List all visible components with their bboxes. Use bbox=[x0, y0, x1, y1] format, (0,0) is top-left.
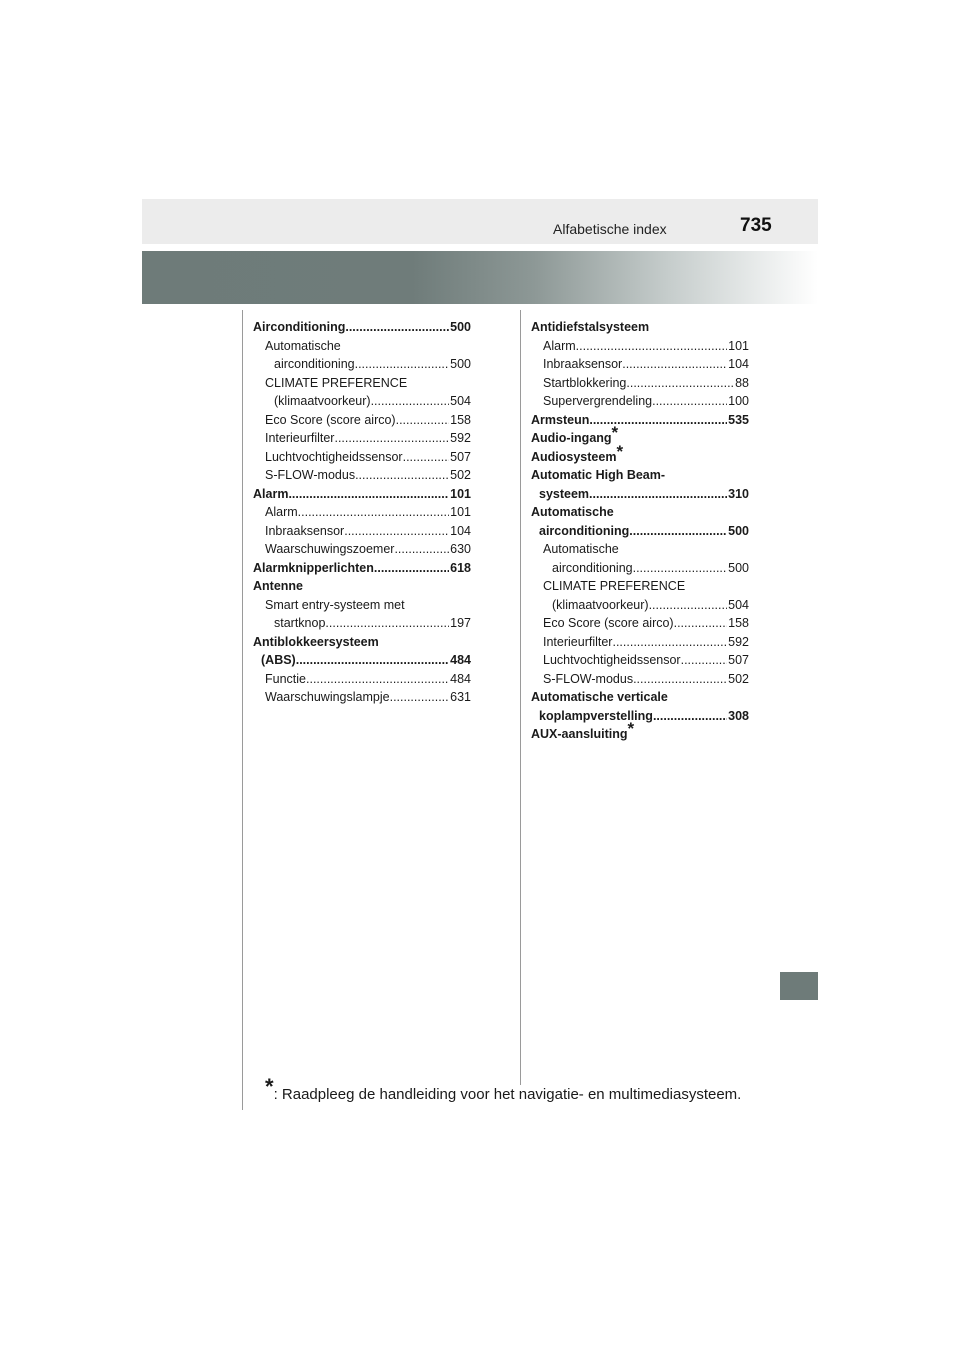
entry-page: 507 bbox=[450, 449, 471, 464]
entry-page: 618 bbox=[450, 560, 471, 575]
entry-label: AUX-aansluiting bbox=[531, 727, 628, 741]
entry-label: CLIMATE PREFERENCE bbox=[265, 375, 408, 390]
index-column-left bbox=[253, 318, 471, 707]
entry-label: (klimaatvoorkeur) bbox=[274, 394, 371, 408]
entry-label: Waarschuwingslampje bbox=[265, 690, 390, 704]
entry-page: 104 bbox=[728, 357, 749, 371]
index-entry[interactable] bbox=[531, 719, 749, 744]
entry-label: Interieurfilter bbox=[265, 431, 335, 445]
entry-page: 535 bbox=[728, 412, 749, 427]
entry-page: 502 bbox=[728, 671, 749, 686]
entry-page: 308 bbox=[728, 708, 749, 723]
index-entry[interactable] bbox=[253, 448, 471, 467]
middle-column-rule bbox=[520, 310, 521, 1085]
entry-page: 504 bbox=[728, 597, 749, 612]
entry-label: (ABS) bbox=[261, 653, 296, 667]
entry-label: airconditioning bbox=[552, 560, 633, 575]
entry-label: Eco Score (score airco) bbox=[543, 616, 674, 630]
index-entry[interactable] bbox=[253, 485, 471, 504]
index-entry[interactable] bbox=[253, 429, 471, 448]
index-entry[interactable] bbox=[253, 559, 471, 578]
index-entry[interactable] bbox=[531, 374, 749, 393]
index-entry[interactable] bbox=[253, 688, 471, 707]
entry-page: 101 bbox=[450, 486, 471, 501]
entry-page: 88 bbox=[735, 375, 749, 390]
entry-page: 500 bbox=[450, 357, 471, 371]
entry-label: Armsteun bbox=[531, 412, 590, 427]
entry-label: airconditioning bbox=[539, 523, 630, 538]
entry-page: 504 bbox=[450, 394, 471, 408]
entry-label: Audiosysteem bbox=[531, 449, 617, 464]
index-entry[interactable] bbox=[531, 522, 749, 541]
section-title: Alfabetische index bbox=[553, 221, 667, 237]
entry-label: Automatische verticale bbox=[531, 690, 668, 704]
entry-label: Interieurfilter bbox=[543, 634, 613, 649]
header-band bbox=[142, 199, 818, 244]
entry-page: 502 bbox=[450, 468, 471, 482]
index-entry[interactable] bbox=[531, 411, 749, 430]
entry-page: 484 bbox=[450, 653, 471, 667]
entry-label: Luchtvochtigheidssensor bbox=[265, 449, 403, 464]
entry-label: Automatic High Beam- bbox=[531, 468, 666, 482]
footnote-marker: * bbox=[265, 1074, 274, 1099]
index-entry[interactable] bbox=[253, 522, 471, 541]
index-entry[interactable] bbox=[531, 614, 749, 633]
entry-page: 630 bbox=[450, 542, 471, 556]
entry-label: Airconditioning bbox=[253, 320, 346, 334]
asterisk-marker: * bbox=[627, 719, 635, 738]
index-entry[interactable] bbox=[531, 392, 749, 411]
entry-label: Antenne bbox=[253, 579, 303, 593]
entry-label: Antiblokkeersysteem bbox=[253, 634, 379, 649]
index-entry[interactable] bbox=[531, 596, 749, 615]
entry-label: Eco Score (score airco) bbox=[265, 412, 396, 427]
left-column-rule bbox=[242, 310, 243, 1110]
entry-page: 507 bbox=[728, 653, 749, 667]
entry-label: koplampverstelling bbox=[539, 708, 653, 723]
entry-page: 500 bbox=[728, 560, 749, 575]
entry-label: Luchtvochtigheidssensor bbox=[543, 653, 681, 667]
index-entry[interactable] bbox=[531, 485, 749, 504]
entry-label: (klimaatvoorkeur) bbox=[552, 597, 649, 612]
entry-label: Alarm bbox=[265, 505, 298, 519]
entry-page: 158 bbox=[450, 412, 471, 427]
entry-page: 484 bbox=[450, 671, 471, 686]
entry-label: Antidiefstalsysteem bbox=[531, 320, 650, 334]
entry-page: 592 bbox=[728, 634, 749, 649]
entry-page: 158 bbox=[728, 616, 749, 630]
entry-label: Startblokkering bbox=[543, 375, 627, 390]
entry-page: 100 bbox=[728, 394, 749, 408]
entry-label: S-FLOW-modus bbox=[265, 468, 356, 482]
index-entry[interactable] bbox=[253, 411, 471, 430]
index-entry[interactable] bbox=[253, 670, 471, 689]
index-entry[interactable] bbox=[531, 441, 749, 467]
entry-page: 500 bbox=[450, 320, 471, 334]
entry-page: 104 bbox=[450, 523, 471, 538]
entry-label: S-FLOW-modus bbox=[543, 671, 634, 686]
entry-label: systeem bbox=[539, 486, 590, 501]
index-entry[interactable] bbox=[531, 423, 749, 448]
entry-label: Alarmknipperlichten bbox=[253, 560, 374, 575]
index-entry[interactable] bbox=[531, 337, 749, 356]
chapter-side-tab bbox=[780, 972, 818, 1000]
entry-label: Audio-ingang bbox=[531, 431, 612, 445]
entry-label: Inbraaksensor bbox=[265, 523, 345, 538]
entry-page: 101 bbox=[728, 338, 749, 353]
entry-label: Supervergrendeling bbox=[543, 394, 653, 408]
entry-label: Inbraaksensor bbox=[543, 357, 623, 371]
index-entry[interactable] bbox=[531, 633, 749, 652]
entry-page: 592 bbox=[450, 431, 471, 445]
asterisk-marker: * bbox=[611, 423, 619, 442]
footnote-text: : Raadpleeg de handleiding voor het navigatie- en multimediasysteem. bbox=[273, 1086, 742, 1103]
index-entry[interactable] bbox=[253, 651, 471, 670]
index-entry[interactable] bbox=[253, 540, 471, 559]
entry-page: 500 bbox=[728, 523, 749, 538]
entry-page: 197 bbox=[450, 616, 471, 630]
entry-label: Alarm bbox=[253, 486, 289, 501]
index-entry[interactable] bbox=[253, 355, 471, 374]
page-number: 735 bbox=[740, 215, 772, 236]
chapter-gradient-bar bbox=[142, 251, 818, 304]
entry-page: 631 bbox=[450, 690, 471, 704]
entry-label: Functie bbox=[265, 671, 306, 686]
entry-page: 101 bbox=[450, 505, 471, 519]
index-entry[interactable] bbox=[253, 392, 471, 411]
entry-label: CLIMATE PREFERENCE bbox=[543, 579, 686, 593]
entry-page: 310 bbox=[728, 486, 749, 501]
asterisk-marker: * bbox=[616, 441, 624, 461]
entry-label: Automatische bbox=[543, 542, 619, 556]
footnote bbox=[265, 1074, 742, 1103]
index-entry[interactable] bbox=[531, 670, 749, 689]
index-entry[interactable] bbox=[531, 355, 749, 374]
index-entry[interactable] bbox=[253, 503, 471, 522]
entry-label: Smart entry-systeem met bbox=[265, 597, 405, 612]
entry-label: Waarschuwingszoemer bbox=[265, 542, 395, 556]
index-column-right bbox=[531, 318, 749, 744]
index-entry[interactable] bbox=[531, 559, 749, 578]
entry-label: airconditioning bbox=[274, 357, 355, 371]
index-entry[interactable] bbox=[531, 707, 749, 726]
index-entry[interactable] bbox=[253, 318, 471, 337]
index-entry[interactable] bbox=[253, 614, 471, 633]
entry-label: startknop bbox=[274, 616, 326, 630]
index-entry[interactable] bbox=[253, 466, 471, 485]
entry-label: Automatische bbox=[265, 338, 341, 353]
entry-label: Automatische bbox=[531, 505, 614, 519]
index-entry[interactable] bbox=[531, 651, 749, 670]
entry-label: Alarm bbox=[543, 338, 576, 353]
